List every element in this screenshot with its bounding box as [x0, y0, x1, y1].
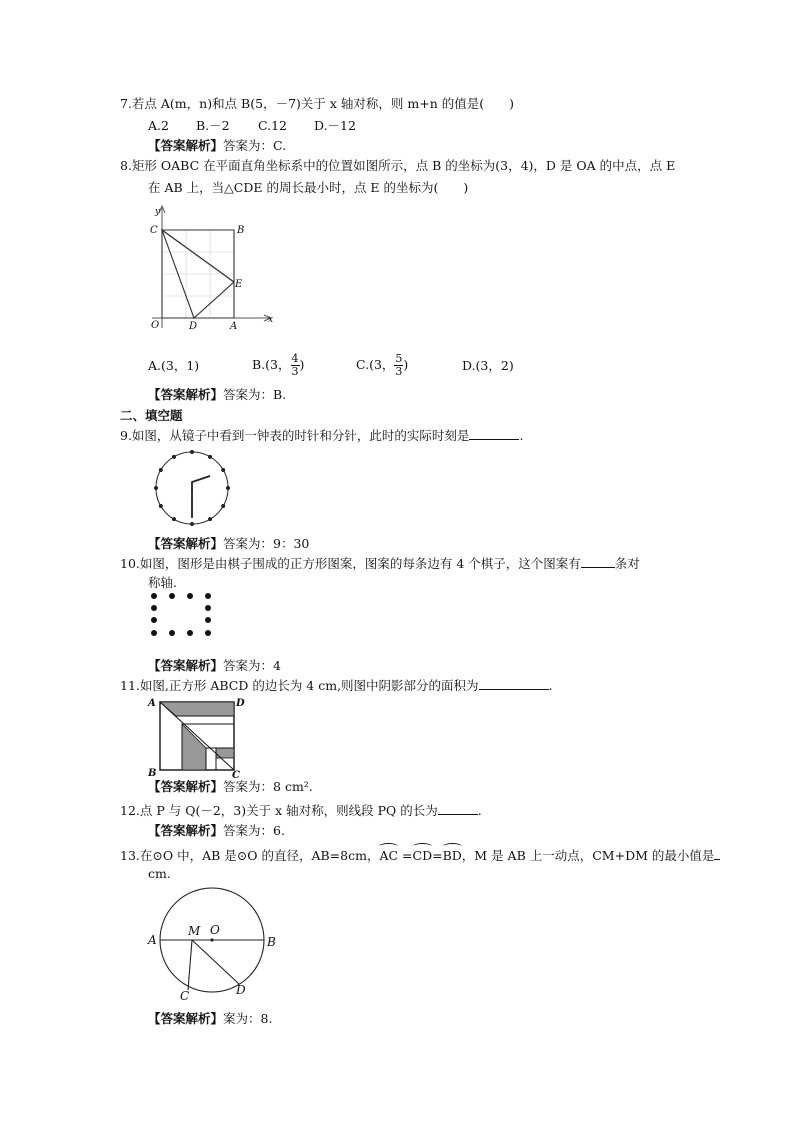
- chess-piece: [151, 593, 157, 599]
- answer-tag: 【答案解析】: [148, 1011, 224, 1026]
- answer-tag: 【答案解析】: [148, 536, 224, 551]
- chess-piece: [151, 617, 157, 623]
- answer-tag: 【答案解析】: [148, 823, 224, 838]
- q13-stem-line1: [120, 845, 720, 864]
- label-d: D: [236, 983, 246, 997]
- clock-hour-dot: [159, 468, 163, 472]
- label-c: C: [150, 225, 158, 236]
- q7-option-d: D.－12: [314, 118, 356, 133]
- option-b-prefix: B.(3，: [252, 357, 291, 372]
- label-b: B: [237, 225, 245, 236]
- clock-hour-dot: [172, 455, 176, 459]
- chess-piece: [205, 593, 211, 599]
- answer-text: 答案为：4: [223, 658, 281, 673]
- clock-hour-hand: [192, 476, 210, 490]
- q7-option-b: B.－2: [196, 118, 230, 133]
- label-x: x: [268, 315, 274, 325]
- answer-text: 答案为：6.: [223, 823, 285, 838]
- q8-coordinate-figure: [140, 200, 280, 335]
- q8-option-a: A.(3，1): [148, 358, 200, 373]
- center-o-point: [210, 938, 213, 941]
- q10-stem-line2: 称轴.: [148, 575, 177, 590]
- chess-pieces: [151, 593, 211, 636]
- q11-stem-text: 11.如图,正方形 ABCD 的边长为 4 cm,则图中阴影部分的面积为: [120, 678, 479, 693]
- q8-answer: [148, 387, 286, 403]
- q9-stem: [120, 427, 523, 444]
- q11-stem: [120, 677, 553, 694]
- arc-equals-1: =: [398, 848, 413, 863]
- section-title-fill-blank: 二、填空题: [120, 408, 183, 423]
- answer-tag: 【答案解析】: [148, 138, 224, 153]
- q13-circle-figure: [144, 888, 284, 1006]
- chess-piece: [205, 617, 211, 623]
- q8-stem-line2: 在 AB 上，当△CDE 的周长最小时，点 E 的坐标为( ): [148, 180, 469, 195]
- label-m: M: [188, 924, 201, 938]
- clock-hour-dot: [221, 468, 225, 472]
- q9-answer: [148, 536, 309, 552]
- q13-stem-text: 13.在⊙O 中，AB 是⊙O 的直径，AB=8cm，: [120, 848, 380, 863]
- answer-text: 答案为：8 cm².: [223, 779, 313, 794]
- option-c-prefix: C.(3，: [356, 357, 395, 372]
- q8-option-d: D.(3，2): [462, 358, 514, 373]
- clock-hour-dot: [226, 486, 230, 490]
- fraction-numerator: 5: [395, 352, 403, 365]
- q7-option-a: A.2: [148, 118, 169, 133]
- label-a: A: [148, 698, 156, 709]
- q11-stem-end: .: [548, 678, 553, 693]
- q11-answer-blank: [479, 677, 549, 690]
- q9-clock-figure: [152, 450, 234, 528]
- clock-hour-dot: [221, 504, 225, 508]
- answer-tag: 【答案解析】: [148, 779, 224, 794]
- q13-stem-line2: cm.: [148, 866, 171, 881]
- answer-text: 答案为：C.: [223, 138, 287, 153]
- answer-text: 答案为：B.: [223, 387, 287, 402]
- q10-answer-blank: [581, 555, 615, 568]
- label-b: B: [267, 935, 276, 949]
- arc-bd: BD: [443, 845, 462, 864]
- q8-stem-line1: 8.矩形 OABC 在平面直角坐标系中的位置如图所示，点 B 的坐标为(3，4)，D 是 OA 的中点，点 E: [120, 158, 676, 173]
- q12-stem-end: .: [477, 803, 482, 818]
- label-y: y: [155, 207, 161, 217]
- q9-answer-blank: [469, 427, 519, 440]
- clock-hour-dot: [154, 486, 158, 490]
- q7-option-c: C.12: [258, 118, 287, 133]
- fraction-numerator: 4: [291, 352, 299, 365]
- q12-answer: [148, 823, 285, 839]
- q13-answer: [148, 1011, 272, 1027]
- label-e: E: [235, 279, 243, 290]
- shaded-left-triangle: [182, 724, 206, 770]
- arc-ac: AC: [379, 845, 398, 864]
- q10-stem-text: 10.如图，图形是由棋子围成的正方形图案，图案的每条边有 4 个棋子，这个图案有: [120, 556, 581, 571]
- q12-stem: [120, 802, 482, 819]
- label-a: A: [230, 321, 238, 332]
- clock-hour-dot: [159, 504, 163, 508]
- q8-option-b: [252, 350, 304, 380]
- answer-tag: 【答案解析】: [148, 387, 224, 402]
- option-b-suffix: ): [299, 357, 305, 372]
- label-b: B: [148, 768, 157, 779]
- segment-dm: [192, 940, 239, 984]
- fraction-four-thirds: [291, 353, 300, 378]
- label-d: D: [236, 698, 245, 709]
- label-c: C: [180, 989, 190, 1003]
- q11-square-figure: [146, 694, 248, 780]
- q13-answer-blank: [714, 847, 720, 860]
- q10-stem-end: 条对: [614, 556, 640, 571]
- label-o: O: [210, 923, 220, 937]
- segment-cm: [188, 940, 192, 990]
- chess-piece: [169, 630, 175, 636]
- chess-piece: [187, 630, 193, 636]
- q8-option-c: [356, 350, 408, 380]
- q9-stem-end: .: [519, 428, 524, 443]
- label-d: D: [189, 321, 198, 332]
- chess-piece: [205, 605, 211, 611]
- chess-piece: [187, 593, 193, 599]
- q10-stem-line1: [120, 555, 640, 572]
- q12-stem-text: 12.点 P 与 Q(－2，3)关于 x 轴对称，则线段 PQ 的长为: [120, 803, 438, 818]
- answer-text: 案为：8.: [223, 1011, 273, 1026]
- chess-piece: [151, 605, 157, 611]
- answer-text: 答案为：9：30: [223, 536, 310, 551]
- label-a: A: [148, 933, 157, 947]
- fraction-denominator: 3: [395, 365, 403, 378]
- clock-hour-dot: [190, 450, 194, 454]
- option-c-suffix: ): [403, 357, 409, 372]
- q13-stem-rest: ，M 是 AB 上一动点，CM+DM 的最小值是: [461, 848, 715, 863]
- clock-hour-dot: [208, 517, 212, 521]
- chess-piece: [205, 630, 211, 636]
- q11-answer: [148, 779, 313, 795]
- clock-hour-dot: [208, 455, 212, 459]
- chess-piece: [169, 593, 175, 599]
- q12-answer-blank: [438, 802, 478, 815]
- q7-stem: 7.若点 A(m，n)和点 B(5，－7)关于 x 轴对称，则 m+n 的值是( ): [120, 96, 514, 111]
- q10-answer: [148, 658, 281, 674]
- clock-hour-dot: [190, 522, 194, 526]
- arc-equals-2: =: [432, 848, 443, 863]
- q10-chess-pattern: [144, 588, 220, 644]
- q9-stem-text: 9.如图，从镜子中看到一钟表的时针和分针，此时的实际时刻是: [120, 428, 470, 443]
- clock-hour-dot: [172, 517, 176, 521]
- answer-tag: 【答案解析】: [148, 658, 224, 673]
- label-c: C: [232, 770, 240, 781]
- fraction-denominator: 3: [291, 365, 299, 378]
- label-o: O: [151, 320, 160, 331]
- shaded-top-triangle: [160, 702, 234, 716]
- arc-cd: CD: [413, 845, 433, 864]
- chess-piece: [151, 630, 157, 636]
- q7-answer: [148, 138, 286, 154]
